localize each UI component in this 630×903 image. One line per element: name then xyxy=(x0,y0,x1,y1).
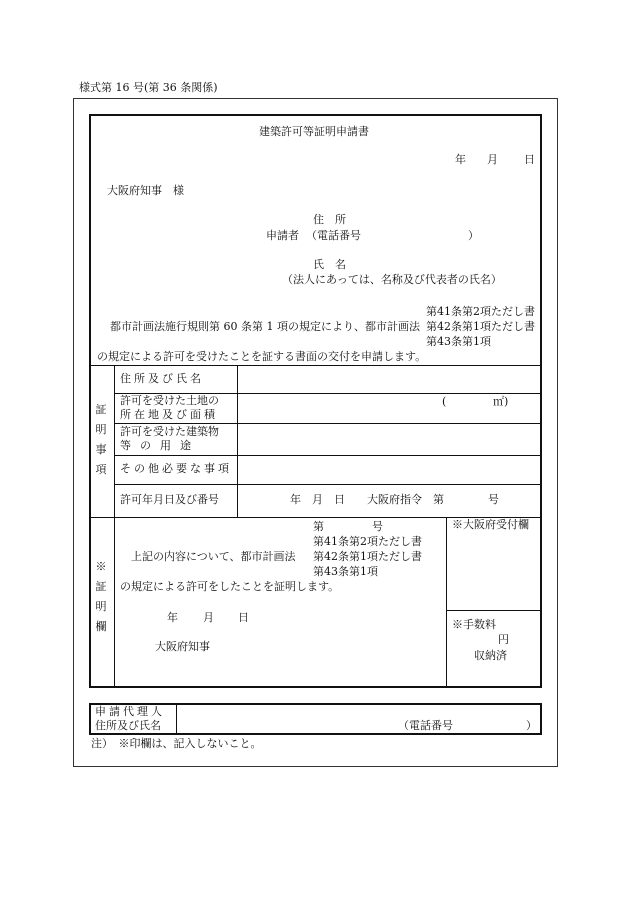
cert-number-label: 第 xyxy=(313,520,324,533)
agent-label-1: 申請代理人 xyxy=(95,705,165,718)
regulation-suffix: の規定による許可を受けたことを証する書面の交付を申請します。 xyxy=(97,350,427,363)
phone-close: ） xyxy=(468,229,479,242)
date-day: 日 xyxy=(524,153,535,166)
cert-side-divider xyxy=(114,517,115,687)
agent-divider xyxy=(176,704,177,734)
name-note: （法人にあっては、名称及び代表者の氏名） xyxy=(282,273,502,286)
proof-row-permit-value: 年 月 日 大阪府指令 第 号 xyxy=(290,493,499,506)
applicant-label: 申請者 xyxy=(266,229,299,242)
address-label: 住 所 xyxy=(313,213,346,226)
area-unit: ㎡) xyxy=(493,395,509,408)
cert-option-1: 第41条第2項ただし書 xyxy=(313,535,422,548)
proof-row-label-address: 住所及び氏名 xyxy=(120,372,204,385)
proof-row-label-land-2: 所在地及び面積 xyxy=(120,408,218,421)
proof-row-label-building-2: 等の用途 xyxy=(120,439,200,452)
cert-date-year: 年 xyxy=(167,611,178,624)
proof-side-divider xyxy=(114,365,115,517)
cert-reception-split xyxy=(446,610,541,611)
cert-signer: 大阪府知事 xyxy=(155,640,210,653)
regulation-prefix: 都市計画法施行規則第 60 条第 1 項の規定により、都市計画法 xyxy=(110,320,420,333)
fee-label: ※手数料 xyxy=(452,618,496,631)
addressee: 大阪府知事 様 xyxy=(107,184,184,197)
agent-label-2: 住所及び氏名 xyxy=(95,719,161,732)
phone-label: （電話番号 xyxy=(306,229,361,242)
cert-option-3: 第43条第1項 xyxy=(313,565,378,578)
proof-row-line-4 xyxy=(114,484,541,485)
proof-row-label-permit: 許可年月日及び番号 xyxy=(120,493,219,506)
reception-label: ※大阪府受付欄 xyxy=(452,518,529,531)
form-title: 建築許可等証明申請書 xyxy=(259,125,369,138)
cert-side-label: ※証明欄 xyxy=(95,560,107,633)
proof-row-label-land-1: 許可を受けた土地の xyxy=(120,394,219,407)
date-year: 年 xyxy=(455,153,466,166)
proof-top-line xyxy=(90,365,541,366)
form-number: 様式第 16 号(第 36 条関係) xyxy=(79,81,218,94)
date-month: 月 xyxy=(487,153,498,166)
proof-label-divider xyxy=(237,365,238,517)
regulation-option-1: 第41条第2項ただし書 xyxy=(426,305,535,318)
cert-date-day: 日 xyxy=(238,611,249,624)
proof-row-label-building-1: 許可を受けた建築物 xyxy=(120,425,219,438)
cert-reception-divider xyxy=(446,517,447,687)
fee-unit: 円 xyxy=(498,633,509,646)
regulation-option-2: 第42条第1項ただし書 xyxy=(426,320,535,333)
cert-text-suffix: の規定による許可をしたことを証明します。 xyxy=(120,580,340,593)
proof-side-label: 証明事項 xyxy=(95,403,107,476)
cert-text-prefix: 上記の内容について、都市計画法 xyxy=(131,550,296,563)
regulation-option-3: 第43条第1項 xyxy=(426,335,491,348)
cert-option-2: 第42条第1項ただし書 xyxy=(313,550,422,563)
area-open-paren: ( xyxy=(442,395,447,408)
agent-phone-close: ） xyxy=(526,719,537,732)
cert-number-suffix: 号 xyxy=(372,520,383,533)
proof-row-label-other: その他必要な事項 xyxy=(120,462,232,475)
footnote: 注） ※印欄は、記入しないこと。 xyxy=(91,737,262,750)
name-label: 氏 名 xyxy=(313,258,346,271)
proof-row-line-3 xyxy=(114,455,541,456)
proof-row-line-2 xyxy=(114,423,541,424)
cert-date-month: 月 xyxy=(203,611,214,624)
agent-phone-label: （電話番号 xyxy=(398,719,453,732)
fee-status: 収納済 xyxy=(474,649,507,662)
